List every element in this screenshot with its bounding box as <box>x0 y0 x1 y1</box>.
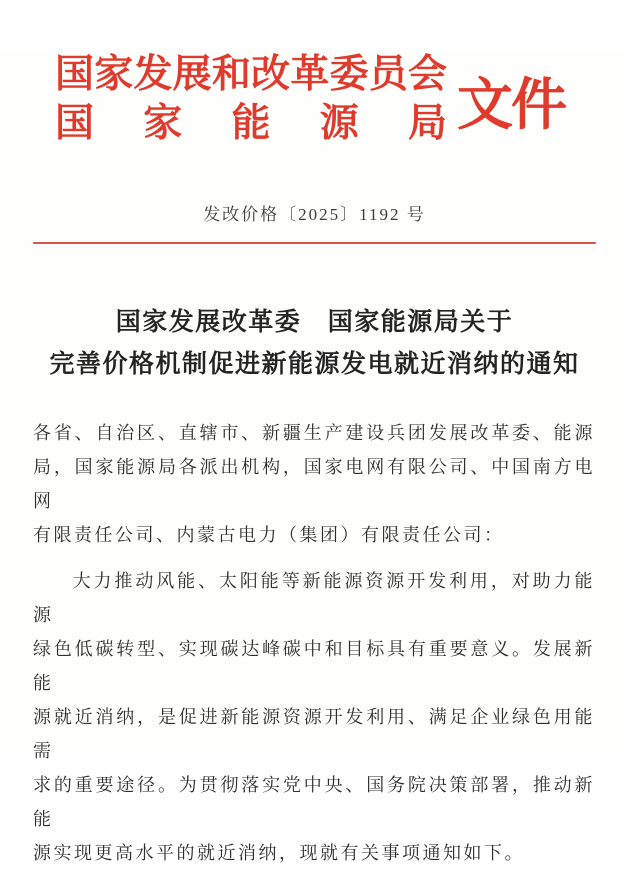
agency-line-2: 国家能源局 <box>55 102 447 145</box>
body-line: 局，国家能源局各派出机构，国家电网有限公司、中国南方电网 <box>33 457 595 511</box>
document-title <box>0 302 629 386</box>
body-line: 大力推动风能、太阳能等新能源资源开发利用，对助力能源 <box>33 571 595 625</box>
document-title-line-2: 完善价格机制促进新能源发电就近消纳的通知 <box>49 351 580 378</box>
body-line: 各省、自治区、直辖市、新疆生产建设兵团发展改革委、能源 <box>33 423 595 443</box>
body-line: 绿色低碳转型、实现碳达峰碳中和目标具有重要意义。发展新能 <box>33 639 595 693</box>
agency-line-1: 国家发展和改革委员会 <box>55 53 447 96</box>
body-paragraph-recipients <box>33 416 595 552</box>
body-line: 源就近消纳，是促进新能源资源开发利用、满足企业绿色用能需 <box>33 707 595 761</box>
doc-number: 发改价格〔2025〕1192 号 <box>203 205 426 224</box>
agency-name-block <box>55 50 447 148</box>
document-page <box>0 50 629 863</box>
body-line: 求的重要途径。为贯彻落实党中央、国务院决策部署，推动新能 <box>33 775 595 829</box>
body-line: 源实现更高水平的就近消纳，现就有关事项通知如下。 <box>33 843 525 863</box>
body-paragraph-intro <box>33 564 595 870</box>
red-separator-line <box>33 242 596 244</box>
doc-type-label: 文件 <box>457 75 565 137</box>
letterhead <box>55 50 629 148</box>
body-line: 有限责任公司、内蒙古电力（集团）有限责任公司： <box>33 525 505 545</box>
document-body <box>33 416 595 870</box>
document-title-line-1: 国家发展改革委 国家能源局关于 <box>115 309 514 336</box>
